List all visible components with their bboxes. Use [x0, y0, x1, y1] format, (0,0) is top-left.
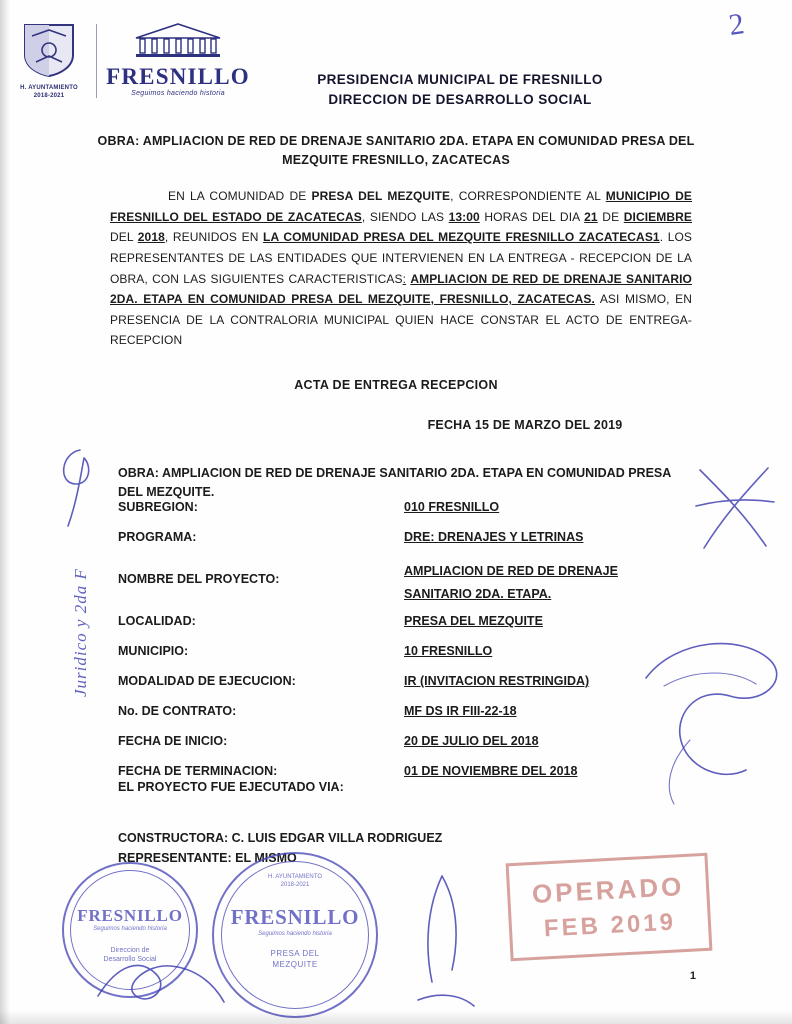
para-seg-9: : [402, 271, 407, 286]
field-label-fecha-terminacion: FECHA DE TERMINACION: [118, 764, 278, 778]
stamp-mid-top1: H. AYUNTAMIENTO [267, 874, 322, 880]
stamp-mid-sub1: PRESA DEL [270, 949, 320, 958]
stamp-presa-del-mezquite [212, 852, 378, 1018]
scan-edge-shadow-bottom [0, 1010, 792, 1024]
footer-page-number: 1 [689, 970, 696, 982]
field-value-programa: DRE: DRENAJES Y LETRINAS [404, 530, 584, 544]
title-line-2: DIRECCION DE DESARROLLO SOCIAL [328, 92, 592, 108]
field-value-nombre-proyecto-line1: AMPLIACION DE RED DE DRENAJE [404, 564, 618, 578]
stamp-left-tagline: Seguimos haciendo historia [93, 926, 167, 932]
field-value-subregion: 010 FRESNILLO [404, 500, 500, 514]
stamp-operado [506, 853, 713, 961]
field-row [118, 734, 698, 764]
para-seg-1: EN LA COMUNIDAD DE [168, 189, 307, 203]
crest-caption-line2: 2018-2021 [33, 92, 65, 99]
ejecutado-via-line: EL PROYECTO FUE EJECUTADO VIA: [118, 780, 344, 794]
field-value-modalidad: IR (INVITACION RESTRINGIDA) [404, 674, 590, 688]
field-label-programa: PROGRAMA: [118, 530, 197, 544]
stamp-mid-word: FRESNILLO [230, 905, 360, 929]
field-label-fecha-inicio: FECHA DE INICIO: [118, 734, 228, 748]
project-fields [118, 500, 698, 794]
handwritten-page-number: 2 [726, 7, 747, 42]
field-value-contrato: MF DS IR FIII-22-18 [404, 704, 517, 718]
title-line-1: PRESIDENCIA MUNICIPAL DE FRESNILLO [317, 72, 603, 87]
crest-caption [14, 85, 84, 100]
stamp-mid-sub2: MEZQUITE [272, 959, 318, 969]
signature-center [398, 872, 488, 1012]
field-row [118, 704, 698, 734]
para-seg-8: . LOS REPRESENTANTES DE LAS ENTIDADES QUE INTERVIENEN EN LA ENTREGA - RECEPCION DE LA OBRA, CON LAS SIGUIENTES CARACTERISTICAS [110, 230, 693, 286]
scan-edge-shadow-left [0, 0, 10, 1024]
field-label-subregion: SUBREGION: [118, 500, 198, 514]
fecha-line: FECHA 15 DE MARZO DEL 2019 [427, 418, 623, 432]
representante-line: REPRESENTANTE: EL MISMO [118, 851, 297, 865]
stamp-operado-line2: FEB 2019 [543, 908, 677, 943]
field-value-localidad: PRESA DEL MEZQUITE [404, 614, 543, 628]
handwritten-mark-left [40, 440, 130, 530]
government-building-icon [128, 22, 228, 58]
handwritten-side-note-text: Juridico y 2da F [71, 568, 90, 697]
letterhead [0, 10, 792, 130]
document-title [180, 70, 740, 111]
field-row [118, 614, 698, 644]
field-label-modalidad: MODALIDAD DE EJECUCION: [118, 674, 296, 688]
field-label-contrato: No. DE CONTRATO: [118, 704, 237, 718]
para-municipio: MUNICIPIO DE FRESNILLO DEL ESTADO DE ZACATECAS [110, 189, 692, 224]
field-label-nombre-proyecto: NOMBRE DEL PROYECTO: [118, 572, 280, 586]
para-seg-10: ASI MISMO, EN PRESENCIA DE LA CONTRALORIA MUNICIPAL QUIEN HACE CONSTAR EL ACTO DE ENTREGA-RECEPCION [110, 292, 693, 348]
para-comunidad: PRESA DEL MEZQUITE [311, 189, 451, 203]
signature-right [630, 620, 790, 810]
field-value-nombre-proyecto-line2: SANITARIO 2DA. ETAPA. [404, 587, 552, 602]
para-seg-5: DE [602, 209, 620, 224]
main-paragraph [110, 186, 692, 351]
acta-title: ACTA DE ENTREGA RECEPCION [294, 378, 498, 392]
crest-shield-icon [22, 22, 76, 78]
logo-wordmark: FRESNILLO [106, 64, 250, 89]
para-dia: 21 [584, 209, 598, 224]
field-row [118, 530, 698, 560]
field-row [118, 560, 698, 614]
obra-detail: OBRA: AMPLIACION DE RED DE DRENAJE SANITARIO 2DA. ETAPA EN COMUNIDAD PRESA DEL MEZQUITE. [118, 466, 671, 500]
field-row [118, 644, 698, 674]
signature-top-right [690, 450, 780, 560]
para-hora: 13:00 [448, 209, 480, 224]
para-seg-3: , SIENDO LAS [361, 209, 445, 224]
field-row [118, 500, 698, 530]
crest-caption-line1: H. AYUNTAMIENTO [20, 85, 78, 91]
para-caracteristicas: AMPLIACION DE RED DE DRENAJE SANITARIO 2DA. ETAPA EN COMUNIDAD PRESA DEL MEZQUITE, FRESNILLO, ZACATECAS. [110, 271, 692, 307]
stamp-left-word: FRESNILLO [77, 906, 183, 925]
constructora-line: CONSTRUCTORA: C. LUIS EDGAR VILLA RODRIGUEZ [118, 831, 443, 845]
stamp-operado-line1: OPERADO [531, 871, 686, 909]
para-seg-4: HORAS DEL DIA [484, 209, 580, 224]
para-mes: DICIEMBRE [623, 209, 692, 224]
para-seg-2: , CORRESPONDIENTE AL [450, 189, 601, 203]
field-value-fecha-terminacion: 01 DE NOVIEMBRE DEL 2018 [404, 764, 578, 778]
obra-heading: OBRA: AMPLIACION DE RED DE DRENAJE SANITARIO 2DA. ETAPA EN COMUNIDAD PRESA DEL MEZQUITE FRESNILLO, ZACATECAS [97, 134, 695, 168]
field-row [118, 674, 698, 704]
stamp-mid-tagline: Seguimos haciendo historia [258, 931, 332, 937]
stamp-inner-ring [221, 861, 369, 1009]
para-seg-6: DEL [110, 230, 134, 245]
stamp-left-sub1: Direccion de [110, 947, 150, 954]
field-label-municipio: MUNICIPIO: [118, 644, 189, 658]
stamp-left-sub2: Desarrollo Social [103, 956, 157, 964]
field-value-municipio: 10 FRESNILLO [404, 644, 493, 658]
para-lugar: LA COMUNIDAD PRESA DEL MEZQUITE FRESNILLO ZACATECAS1 [263, 230, 660, 245]
letterhead-divider [96, 24, 97, 98]
para-seg-7: , REUNIDOS EN [164, 230, 259, 245]
field-value-fecha-inicio: 20 DE JULIO DEL 2018 [404, 734, 539, 748]
municipal-crest [14, 22, 84, 100]
para-anio: 2018 [137, 230, 165, 245]
field-label-localidad: LOCALIDAD: [118, 614, 196, 628]
stamp-mid-top2: 2018-2021 [280, 881, 310, 888]
logo-tagline: Seguimos haciendo historia [131, 90, 225, 97]
